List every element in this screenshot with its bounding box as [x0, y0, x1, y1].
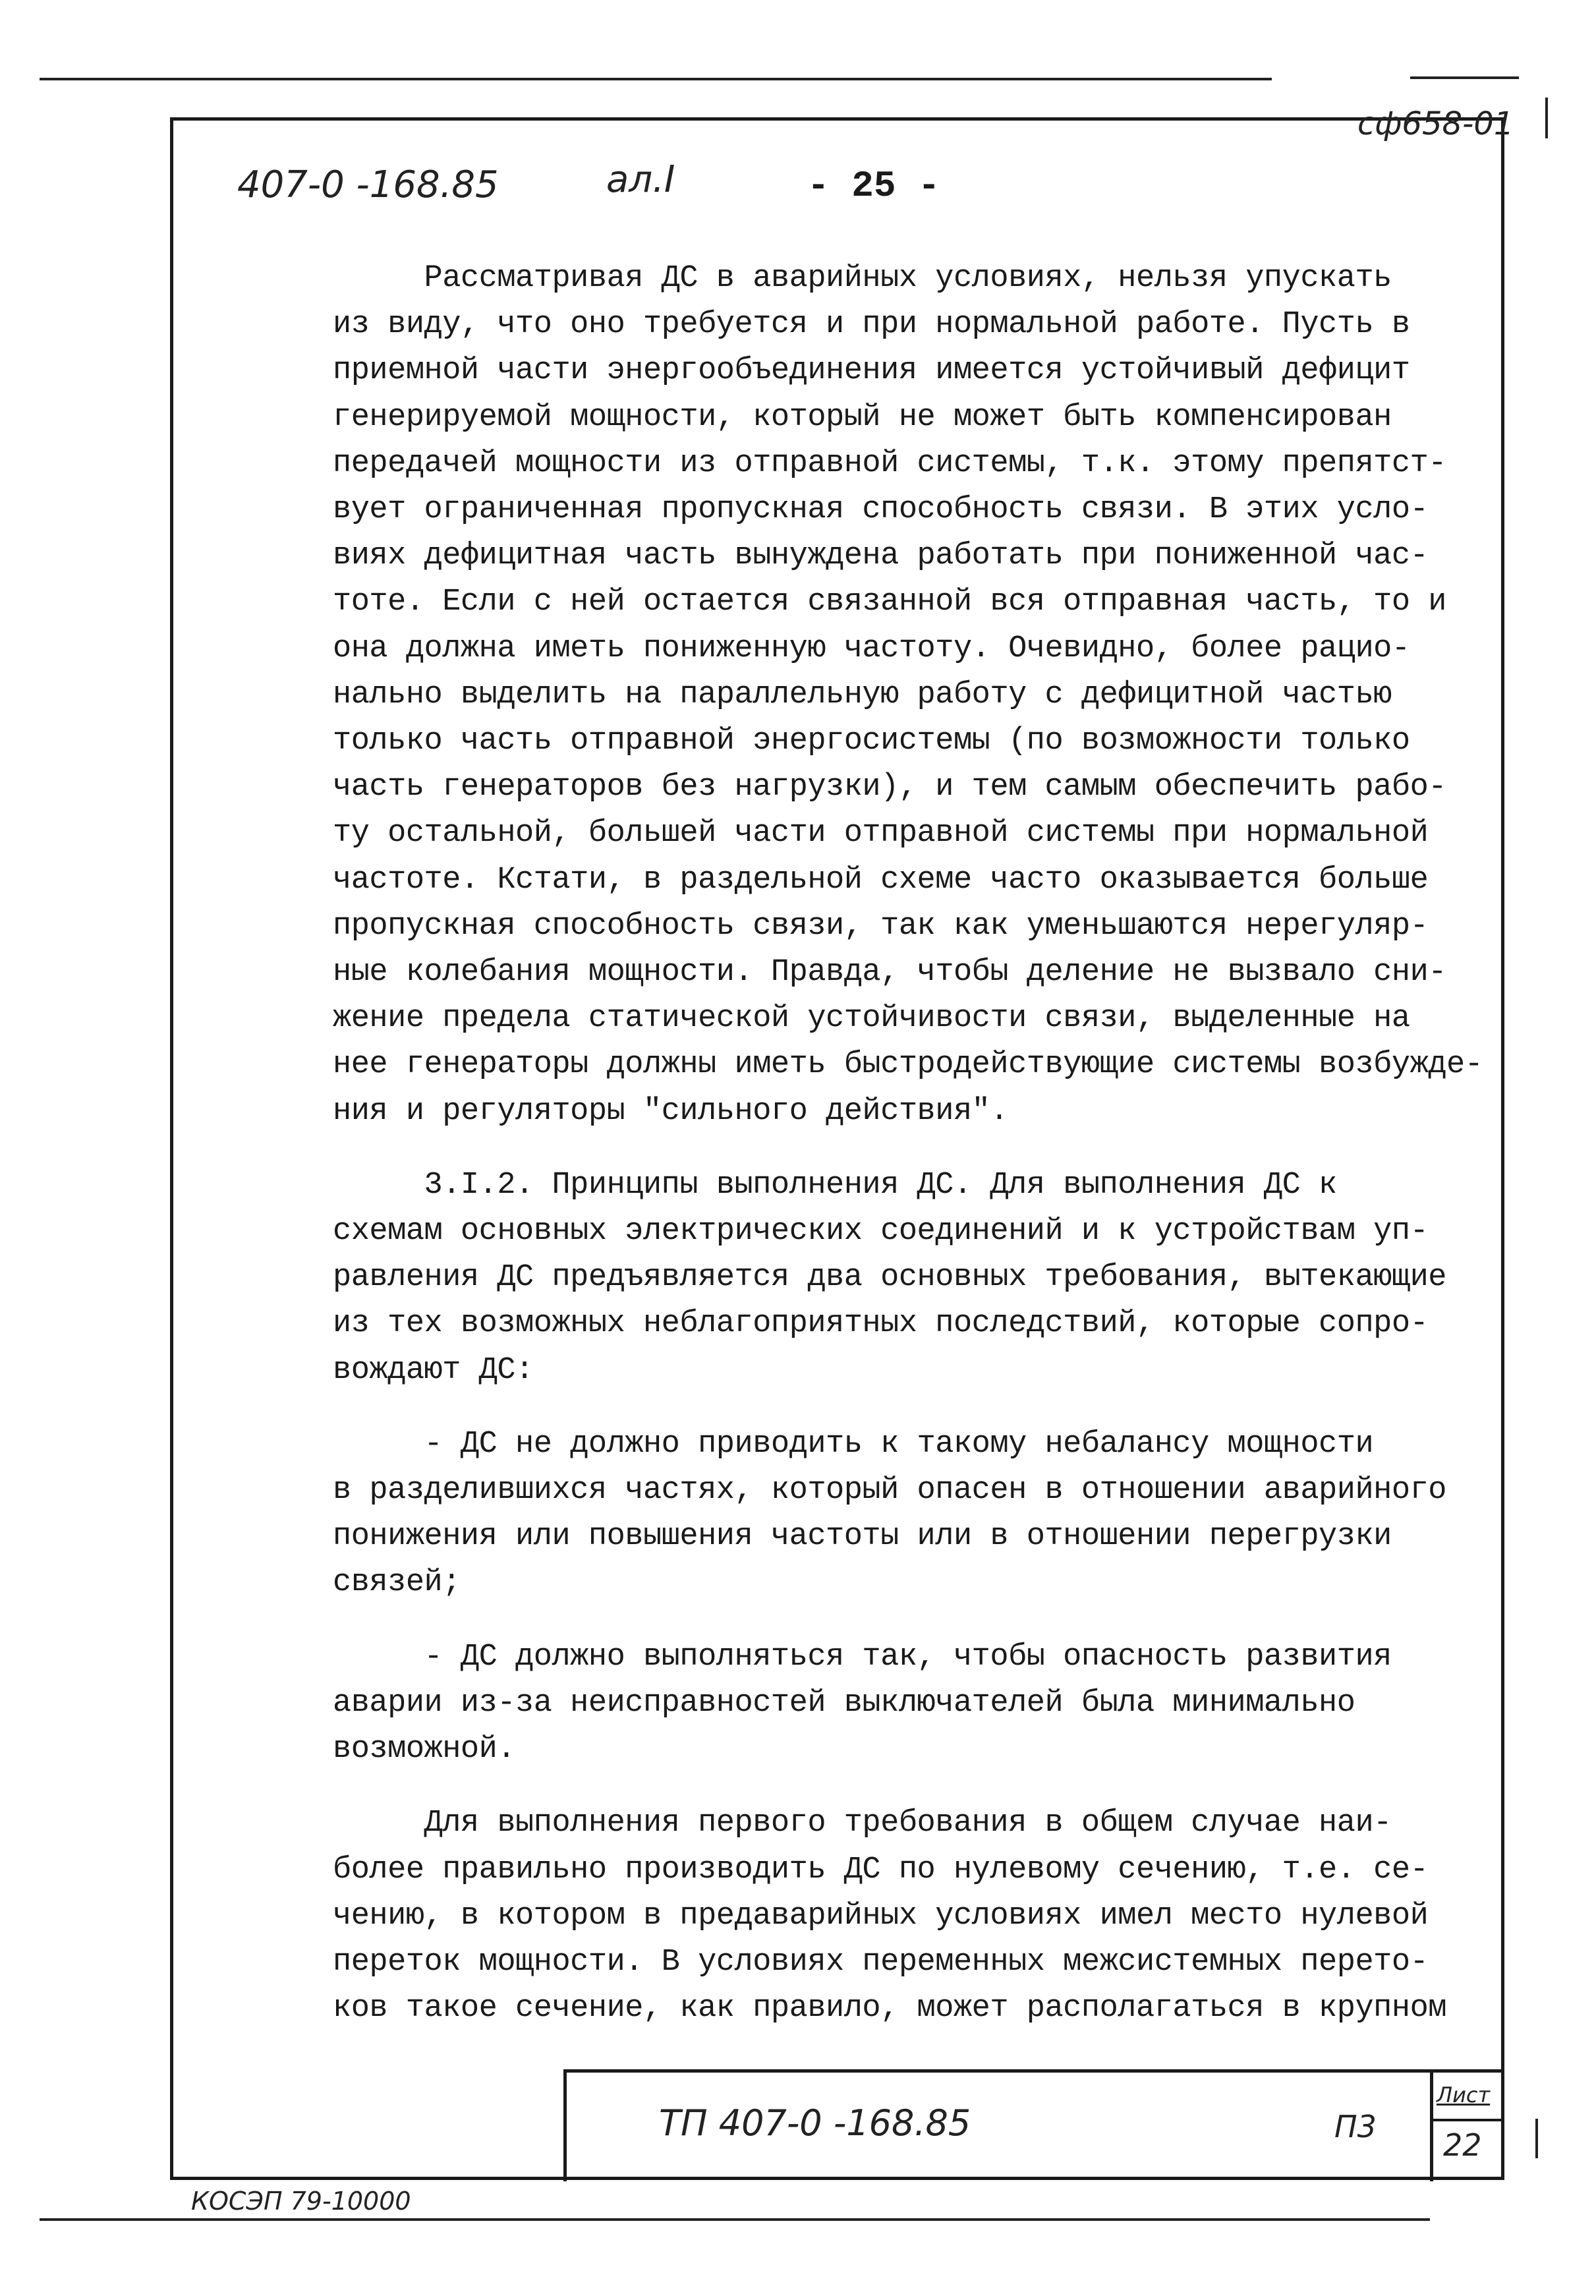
text-line: связей;: [333, 1565, 461, 1601]
corner-code: сф658-01: [1357, 105, 1514, 142]
right-margin-tick-low: [1535, 2119, 1538, 2158]
text-line: переток мощности. В условиях переменных межсистемных перето-: [333, 1944, 1429, 1980]
text-line: из виду, что оно требуется и при нормальной работе. Пусть в: [333, 307, 1410, 343]
paragraph-first-requirement: [333, 1800, 1493, 2032]
paragraph-dc-normal-operation: [333, 256, 1493, 1135]
paragraph-requirement-1: [333, 1421, 1493, 1607]
text-line: равления ДС предъявляется два основных требования, вытекающие: [333, 1260, 1446, 1296]
text-line: нее генераторы должны иметь быстродействующие системы возбужде-: [333, 1047, 1483, 1083]
paragraph-requirement-2: [333, 1634, 1493, 1773]
text-line: понижения или повышения частоты или в отношении перегрузки: [333, 1519, 1392, 1555]
text-line: ния и регуляторы "сильного действия".: [333, 1093, 1009, 1129]
top-rule-right: [1410, 76, 1519, 79]
text-line: 3.I.2. Принципы выполнения ДС. Для выполнения ДС к: [333, 1167, 1337, 1203]
text-line: только часть отправной энергосистемы (по возможности только: [333, 724, 1410, 759]
text-line: Для выполнения первого требования в общем случае наи-: [333, 1806, 1392, 1841]
paragraph-gap: [333, 1135, 1493, 1162]
text-line: - ДС должно выполняться так, чтобы опасность развития: [333, 1639, 1392, 1675]
title-block-sheet-label: Лист: [1437, 2082, 1491, 2108]
text-line: вует ограниченная пропускная способность связи. В этих усло-: [333, 492, 1429, 528]
text-line: жение предела статической устойчивости связи, выделенные на: [333, 1001, 1410, 1037]
text-line: приемной части энергообъединения имеется устойчивый дефицит: [333, 353, 1410, 389]
text-line: пропускная способность связи, так как уменьшаются нерегуляр-: [333, 908, 1429, 944]
text-line: тоте. Если с ней остается связанной вся отправная часть, то и: [333, 585, 1446, 620]
text-line: часть генераторов без нагрузки), и тем самым обеспечить рабо-: [333, 770, 1446, 805]
text-line: Рассматривая ДС в аварийных условиях, нельзя упускать: [333, 261, 1392, 296]
text-line: аварии из-за неисправностей выключателей была минимально: [333, 1685, 1355, 1721]
paragraph-section-3-1-2: [333, 1162, 1493, 1394]
title-block-sheet-line: [1430, 2119, 1502, 2121]
right-margin-tick: [1545, 98, 1548, 138]
document-body: [333, 256, 1493, 2032]
footer-note: КОСЭП 79-10000: [191, 2187, 411, 2216]
paragraph-gap: [333, 1773, 1493, 1800]
text-line: передачей мощности из отправной системы, т.к. этому препятст-: [333, 445, 1446, 481]
text-line: виях дефицитная часть вынуждена работать при пониженной час-: [333, 538, 1429, 574]
top-rule-left: [40, 78, 1272, 80]
title-block-sheet-number: 22: [1443, 2127, 1482, 2163]
title-block-doc-code: ТП 407-0 -168.85: [659, 2102, 971, 2144]
header-doc-code: 407-0 -168.85: [237, 163, 499, 206]
text-line: чению, в котором в предаварийных условиях имел место нулевой: [333, 1898, 1429, 1934]
text-line: ные колебания мощности. Правда, чтобы деление не вызвало сни-: [333, 955, 1446, 990]
paragraph-gap: [333, 1394, 1493, 1421]
text-line: из тех возможных неблагоприятных последствий, которые сопро-: [333, 1306, 1429, 1342]
text-line: возможной.: [333, 1732, 516, 1767]
text-line: генерируемой мощности, который не может быть компенсирован: [333, 399, 1392, 435]
title-block-section: П3: [1334, 2109, 1377, 2144]
text-line: - ДС не должно приводить к такому небалансу мощности: [333, 1426, 1374, 1462]
text-line: она должна иметь пониженную частоту. Очевидно, более рацио-: [333, 631, 1410, 666]
text-line: более правильно производить ДС по нулевому сечению, т.е. се-: [333, 1852, 1429, 1887]
text-line: вождают ДС:: [333, 1352, 534, 1388]
bottom-rule: [40, 2218, 1430, 2221]
page-number: - 25 -: [807, 165, 940, 207]
text-line: частоте. Кстати, в раздельной схеме часто оказывается больше: [333, 862, 1429, 898]
text-line: схемам основных электрических соединений и к устройствам уп-: [333, 1214, 1429, 1249]
text-line: нально выделить на параллельную работу с дефицитной частью: [333, 677, 1392, 712]
paragraph-gap: [333, 1607, 1493, 1634]
title-block-divider: [1430, 2069, 1433, 2181]
text-line: ков такое сечение, как правило, может располагаться в крупном: [333, 1991, 1446, 2026]
header-album: ал.I: [606, 158, 675, 201]
text-line: ту остальной, большей части отправной системы при нормальной: [333, 816, 1429, 851]
text-line: в разделившихся частях, который опасен в отношении аварийного: [333, 1473, 1446, 1508]
